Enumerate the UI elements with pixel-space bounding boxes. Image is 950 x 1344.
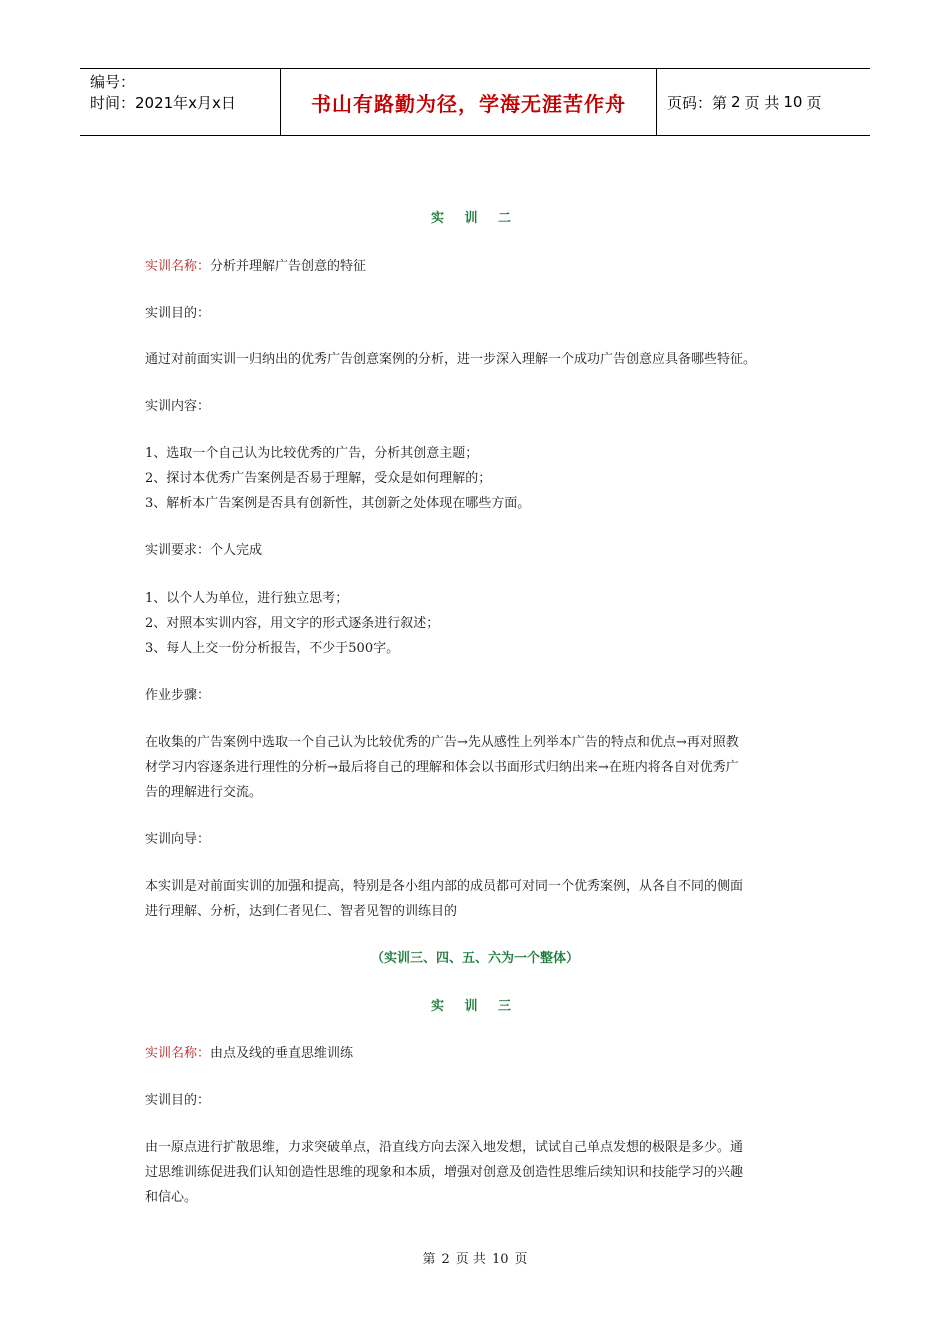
- page-total: 10: [783, 93, 803, 111]
- section3-title: 实 训 三: [430, 999, 520, 1014]
- section2-goal-text: 通过对前面实训一归纳出的优秀广告创意案例的分析，进一步深入理解一个成功广告创意应具备哪些特征。: [145, 352, 757, 367]
- section2-req-item: 3、每人上交一份分析报告，不少于500字。: [145, 641, 400, 656]
- footer-total: 10: [491, 1252, 509, 1267]
- section2-name-label: 实训名称：: [145, 259, 211, 274]
- page-current: 2: [731, 93, 741, 111]
- section2-req-item: 1、以个人为单位，进行独立思考；: [145, 591, 349, 606]
- footer-suffix: 页: [514, 1252, 528, 1267]
- section2-req-label: 实训要求：个人完成: [145, 543, 263, 558]
- section3-goal-line: 和信心。: [145, 1190, 198, 1205]
- page-mid: 页 共: [744, 93, 780, 112]
- section3-name: [145, 1046, 353, 1061]
- section2-steps-line: 告的理解进行交流。: [145, 785, 263, 800]
- header-page-info: [657, 69, 870, 135]
- section2-content-item: 2、探讨本优秀广告案例是否易于理解，受众是如何理解的；: [145, 471, 492, 486]
- section3-name-label: 实训名称：: [145, 1046, 211, 1061]
- time-label: 时间：2021年x月x日: [90, 94, 236, 112]
- section2-steps-line: 在收集的广告案例中选取一个自己认为比较优秀的广告→先从感性上列举本广告的特点和优点→再对照教: [145, 735, 739, 750]
- section3-name-value: 由点及线的垂直思维训练: [210, 1046, 354, 1061]
- section2-req-item: 2、对照本实训内容，用文字的形式逐条进行叙述；: [145, 616, 440, 631]
- footer-prefix: 第: [422, 1252, 436, 1267]
- footer-current: 2: [441, 1252, 450, 1267]
- number-label: 编号：: [90, 73, 136, 91]
- section2-name-value: 分析并理解广告创意的特征: [210, 259, 367, 274]
- page-suffix: 页: [806, 93, 822, 112]
- section2-guide-label: 实训向导：: [145, 832, 211, 847]
- section2-guide-line: 本实训是对前面实训的加强和提高，特别是各小组内部的成员都可对同一个优秀案例，从各自不同的侧面: [145, 879, 744, 894]
- section2-content-item: 1、选取一个自己认为比较优秀的广告，分析其创意主题；: [145, 446, 479, 461]
- section2-steps-line: 材学习内容逐条进行理性的分析→最后将自己的理解和体会以书面形式归纳出来→在班内将各自对优秀广: [145, 760, 739, 775]
- section2-steps-label: 作业步骤：: [145, 688, 211, 703]
- footer-mid: 页 共: [455, 1252, 486, 1267]
- section2-goal-label: 实训目的：: [145, 306, 211, 321]
- section3-goal-line: 过思维训练促进我们认知创造性思维的现象和本质，增强对创意及创造性思维后续知识和技能学习的兴趣: [145, 1165, 744, 1180]
- section2-title: 实 训 二: [430, 211, 520, 226]
- header-motto: 书山有路勤为径，学海无涯苦作舟: [281, 69, 657, 135]
- page-label: 页码：第: [667, 93, 728, 112]
- section2-name: [145, 259, 366, 274]
- section2-guide-line: 进行理解、分析，达到仁者见仁、智者见智的训练目的: [145, 904, 458, 919]
- section3-goal-label: 实训目的：: [145, 1093, 211, 1108]
- section3-goal-line: 由一原点进行扩散思维，力求突破单点，沿直线方向去深入地发想，试试自己单点发想的极限是多少。通: [145, 1140, 744, 1155]
- group-note: （实训三、四、五、六为一个整体）: [370, 951, 579, 966]
- header-meta: [80, 69, 281, 135]
- page-header: [80, 68, 870, 136]
- section2-content-label: 实训内容：: [145, 399, 211, 414]
- section2-content-item: 3、解析本广告案例是否具有创新性，其创新之处体现在哪些方面。: [145, 496, 531, 511]
- page-footer: [0, 1248, 950, 1267]
